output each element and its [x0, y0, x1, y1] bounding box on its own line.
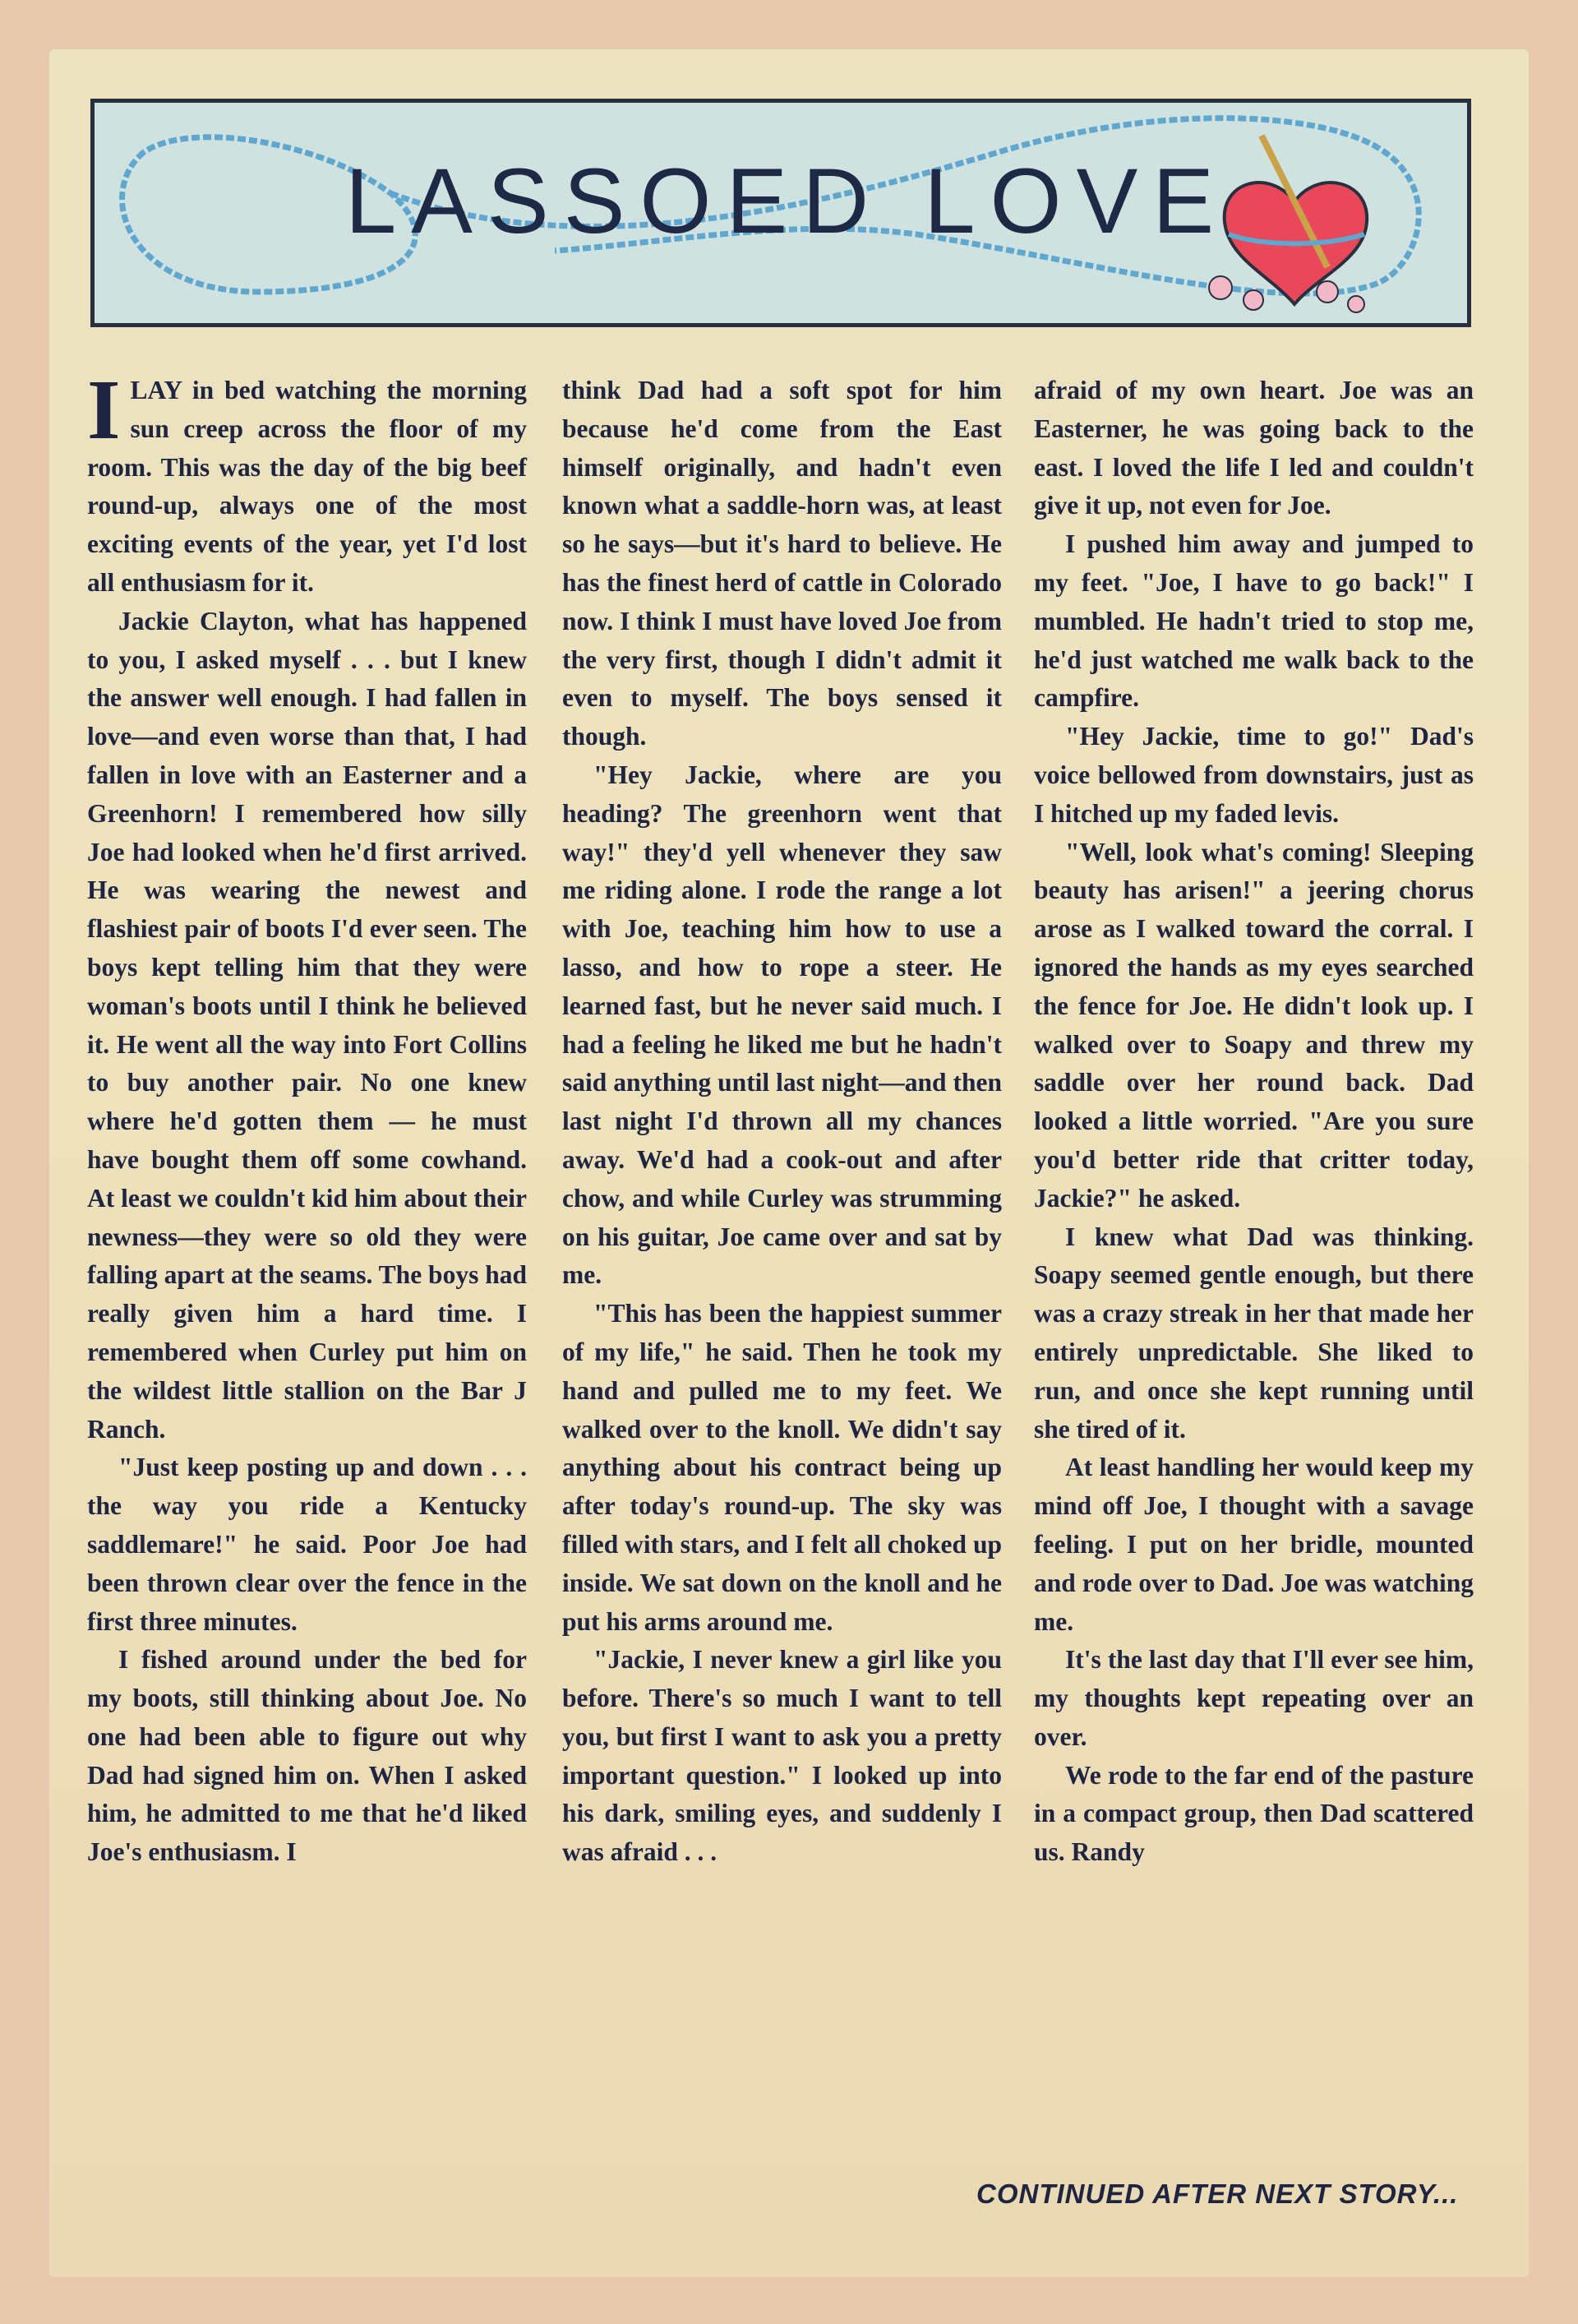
paragraph: Jackie Clayton, what has happened to you, I asked myself . . . but I knew the answer well enough. I had fallen in love—and even worse than that, I had fallen in love with an Easterner and a Greenhorn! I remembered how silly Joe had looked when he'd first arrived. He was wearing the newest and flashiest pair of boots I'd ever seen. The boys kept telling him that they were woman's boots until I think he believed it. He went all the way into Fort Collins to buy another pair. No one knew where he'd gotten them — he must have bought them off some cowhand. At least we couldn't kid him about their newness—they were so old they were falling apart at the seams. The boys had really given him a hard time. I remembered when Curley put him on the wildest little stallion on the Bar J Ranch.: [87, 606, 527, 1444]
paragraph: I pushed him away and jumped to my feet. "Joe, I have to go back!" I mumbled. He hadn't tried to stop me, he'd just watched me walk back to the campfire.: [1034, 529, 1474, 713]
story-title: LASSOED LOVE: [345, 150, 1230, 252]
text-column-3: [1034, 372, 1474, 1872]
paragraph: It's the last day that I'll ever see him, my thoughts kept repeating over an over.: [1034, 1645, 1474, 1751]
paragraph: I fished around under the bed for my boots, still thinking about Joe. No one had been able to figure out why Dad had signed him on. When I asked him, he admitted to me that he'd liked Joe's enthusiasm. I: [87, 1645, 527, 1867]
paragraph-text: LAY in bed watching the morning sun creep across the floor of my room. This was the day of the big beef round-up, always one of the most exciting events of the year, yet I'd lost all enthusiasm for it.: [87, 376, 527, 597]
text-column-2: [562, 372, 1002, 1872]
paragraph: "Well, look what's coming! Sleeping beauty has arisen!" a jeering chorus arose as I walked toward the corral. I ignored the hands as my eyes searched the fence for Joe. He didn't look up. I walked over to Soapy and threw my saddle over her round back. Dad looked a little worried. "Are you sure you'd better ride that critter today, Jackie?" he asked.: [1034, 837, 1474, 1213]
continued-notice: CONTINUED AFTER NEXT STORY...: [976, 2178, 1459, 2209]
paragraph: "This has been the happiest summer of my life," he said. Then he took my hand and pulled me to my feet. We walked over to the knoll. We didn't say anything about his contract being up after today's round-up. The sky was filled with stars, and I felt all choked up inside. We sat down on the knoll and he put his arms around me.: [562, 1299, 1002, 1636]
paragraph: "Jackie, I never knew a girl like you before. There's so much I want to tell you, but first I want to ask you a pretty important question." I looked up into his dark, smiling eyes, and suddenly I was afraid . . .: [562, 1645, 1002, 1867]
paragraph: afraid of my own heart. Joe was an Easterner, he was going back to the east. I loved the life I led and couldn't give it up, not even for Joe.: [1034, 376, 1474, 520]
paragraph: At least handling her would keep my mind off Joe, I thought with a savage feeling. I put on her bridle, mounted and rode over to Dad. Joe was watching me.: [1034, 1453, 1474, 1636]
drop-cap: I: [87, 363, 121, 457]
paragraph: think Dad had a soft spot for him because he'd come from the East himself originally, and hadn't even known what a saddle-horn was, at least so he says—but it's hard to believe. He has the finest herd of cattle in Colorado now. I think I must have loved Joe from the very first, though I didn't admit it even to myself. The boys sensed it though.: [562, 376, 1002, 751]
paragraph: "Just keep posting up and down . . . the way you ride a Kentucky saddlemare!" he said. Poor Joe had been thrown clear over the fence in the first three minutes.: [87, 1453, 527, 1636]
paragraph: I knew what Dad was thinking. Soapy seemed gentle enough, but there was a crazy streak in her that made her entirely unpredictable. She liked to run, and once she kept running until she tired of it.: [1034, 1222, 1474, 1444]
paragraph: [87, 363, 527, 603]
text-column-1: [87, 363, 527, 1872]
paragraph: "Hey Jackie, time to go!" Dad's voice bellowed from downstairs, just as I hitched up my faded levis.: [1034, 722, 1474, 828]
paragraph: "Hey Jackie, where are you heading? The greenhorn went that way!" they'd yell whenever they saw me riding alone. I rode the range a lot with Joe, teaching him how to use a lasso, and how to rope a steer. He learned fast, but he never said much. I had a feeling he liked me but he hadn't said anything until last night—and then last night I'd thrown all my chances away. We'd had a cook-out and after chow, and while Curley was strumming on his guitar, Joe came over and sat by me.: [562, 760, 1002, 1290]
paragraph: We rode to the far end of the pasture in a compact group, then Dad scattered us. Randy: [1034, 1760, 1474, 1867]
